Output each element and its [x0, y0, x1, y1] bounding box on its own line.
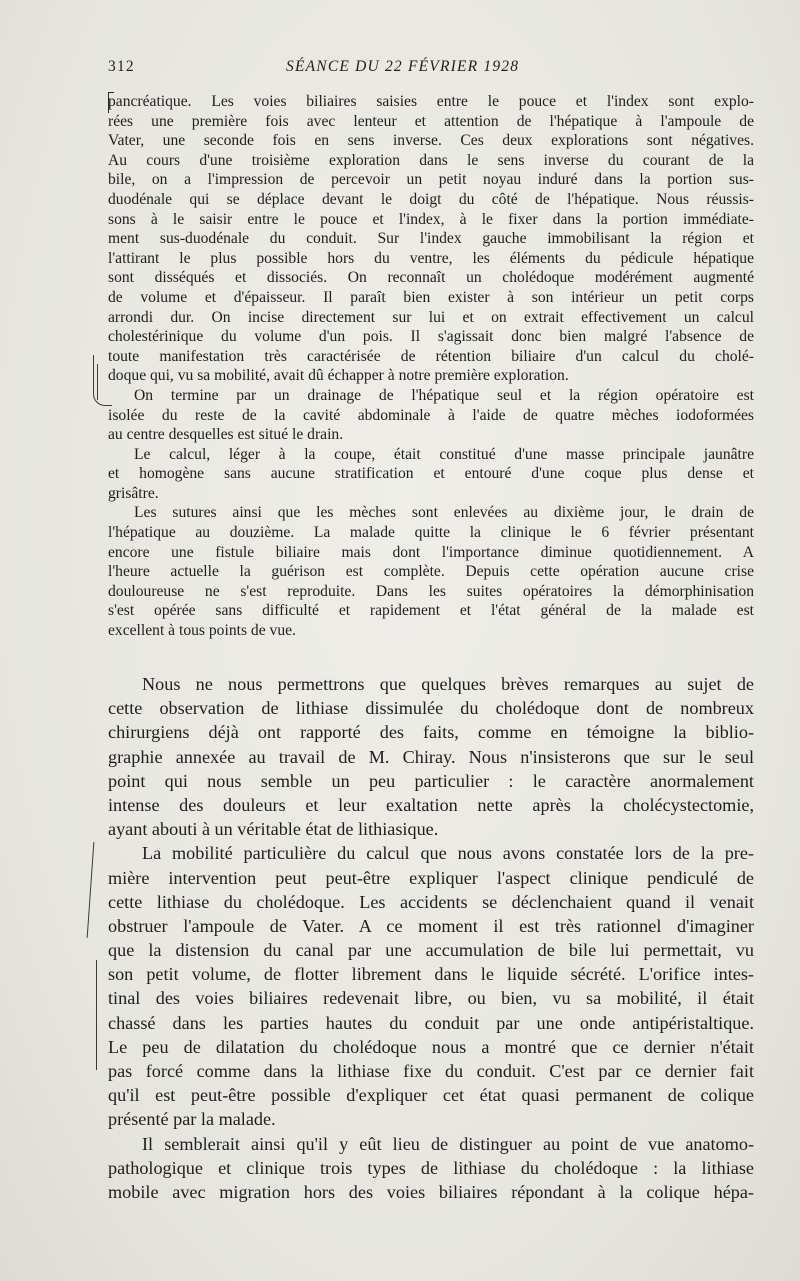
text-line: encore une fistule biliaire mais dont l'importance diminue quotidiennement. A	[108, 543, 754, 561]
text-line: ayant abouti à un véritable état de lithiasique.	[108, 819, 439, 840]
text-line: l'heure actuelle la guérison est complète. Depuis cette opération aucune crise	[108, 563, 754, 581]
margin-annotation-line	[97, 364, 98, 400]
text-line: chirurgiens déjà ont rapporté des faits, comme en témoigne la biblio-	[108, 722, 754, 743]
text-line: doque qui, vu sa mobilité, avait dû échapper à notre première exploration.	[108, 367, 569, 385]
text-line: grisâtre.	[108, 484, 159, 502]
text-line: On termine par un drainage de l'hépatique seul et la région opératoire est	[134, 386, 754, 404]
text-line: chassé dans les parties hautes du conduit par une onde antipéristaltique.	[108, 1012, 754, 1033]
page-number: 312	[108, 58, 135, 75]
text-line: Les sutures ainsi que les mèches sont enlevées au dixième jour, le drain de	[134, 504, 754, 522]
case-report-text	[108, 92, 754, 641]
text-line: tinal des voies biliaires redevenait libre, ou bien, vu sa mobilité, il était	[108, 988, 754, 1009]
text-line: et homogène sans aucune stratification et entouré d'une coque plus dense et	[108, 465, 754, 483]
text-line: La mobilité particulière du calcul que nous avons constatée lors de la pre-	[142, 843, 754, 864]
text-line: Nous ne nous permettrons que quelques brèves remarques au sujet de	[142, 674, 754, 694]
text-line: ment sus-duodénale du conduit. Sur l'index gauche immobilisant la région et	[108, 230, 754, 248]
text-line: bile, on a l'impression de percevoir un petit noyau induré dans la portion sus-	[108, 171, 754, 189]
text-line: Il semblerait ainsi qu'il y eût lieu de distinguer au point de vue anatomo-	[142, 1133, 754, 1154]
text-line: cette lithiase du cholédoque. Les accidents se déclenchaient quand il venait	[108, 891, 754, 912]
text-line: cette observation de lithiase dissimulée du cholédoque dont de nombreux	[108, 698, 754, 719]
text-line: duodénale qui se déplace devant le doigt du côté de l'hépatique. Nous réussis-	[108, 190, 754, 208]
text-line: Au cours d'une troisième exploration dans le sens inverse du courant de la	[108, 151, 754, 169]
text-line: que la distension du canal par une accumulation de bile lui permettait, vu	[108, 940, 754, 961]
text-line: Le peu de dilatation du cholédoque nous a montré que ce dernier n'était	[108, 1036, 754, 1057]
discussion-text	[108, 672, 754, 1204]
text-line: excellent à tous points de vue.	[108, 622, 296, 640]
text-line: l'attirant le plus possible hors du ventre, les éléments du pédicule hépatique	[108, 249, 754, 267]
text-line: pas forcé comme dans la lithiase fixe du conduit. C'est par ce dernier fait	[108, 1061, 754, 1081]
text-line: arrondi dur. On incise directement sur lui et on extrait effectivement un calcul	[108, 308, 754, 326]
text-line: pathologique et clinique trois types de lithiase du cholédoque : la lithiase	[108, 1157, 754, 1178]
text-line: intense des douleurs et leur exaltation nette après la cholécystectomie,	[108, 794, 754, 815]
text-line: graphie annexée au travail de M. Chiray. Nous n'insisterons que sur le seul	[108, 746, 754, 767]
text-line: qu'il est peut-être possible d'expliquer cet état quasi permanent de colique	[108, 1085, 754, 1106]
text-line: mobile avec migration hors des voies biliaires répondant à la colique hépa-	[108, 1181, 754, 1202]
text-line: son petit volume, de flotter librement dans le liquide sécrété. L'orifice intes-	[108, 964, 754, 985]
text-line: sons à le saisir entre le pouce et l'index, à le fixer dans la portion immédiate-	[108, 210, 754, 228]
margin-annotation-curl	[93, 355, 112, 406]
text-line: toute manifestation très caractérisée de rétention biliaire d'un calcul du cholé-	[108, 347, 754, 365]
text-line: rées une première fois avec lenteur et attention de l'hépatique à l'ampoule de	[108, 112, 754, 130]
text-line: au centre desquelles est situé le drain.	[108, 426, 344, 444]
text-line: présenté par la malade.	[108, 1109, 276, 1130]
text-line: isolée du reste de la cavité abdominale à l'aide de quatre mèches iodoformées	[108, 406, 754, 424]
text-line: pancréatique. Les voies biliaires saisies entre le pouce et l'index sont explo-	[108, 93, 754, 110]
text-line: s'est opérée sans difficulté et rapidement et l'état général de la malade est	[108, 602, 754, 620]
margin-pencil-line	[96, 960, 97, 1070]
text-line: Vater, une seconde fois en sens inverse. Ces deux explorations sont négatives.	[108, 132, 754, 150]
text-line: point qui nous semble un peu particulier : le caractère anormalement	[108, 770, 754, 791]
page-header	[108, 52, 754, 78]
text-line: mière intervention peut peut-être expliquer l'aspect clinique pendiculé de	[108, 867, 754, 888]
text-line: cholestérinique du volume d'un pois. Il s'agissait donc bien malgré l'absence de	[108, 328, 754, 346]
text-line: de volume et d'épaisseur. Il paraît bien exister à son intérieur un petit corps	[108, 288, 754, 306]
text-line: Le calcul, léger à la coupe, était constitué d'une masse principale jaunâtre	[134, 445, 754, 463]
text-line: douloureuse ne s'est reproduite. Dans les suites opératoires la démorphinisation	[108, 582, 754, 600]
running-title: SÉANCE DU 22 FÉVRIER 1928	[286, 58, 520, 75]
text-line: obstruer l'ampoule de Vater. A ce moment il est très rationnel d'imaginer	[108, 915, 754, 936]
margin-pencil-line	[87, 842, 95, 938]
text-line: sont disséqués et dissociés. On reconnaît un cholédoque modérément augmenté	[108, 269, 754, 287]
text-line: l'hépatique au douzième. La malade quitte la clinique le 6 février présentant	[108, 524, 754, 542]
